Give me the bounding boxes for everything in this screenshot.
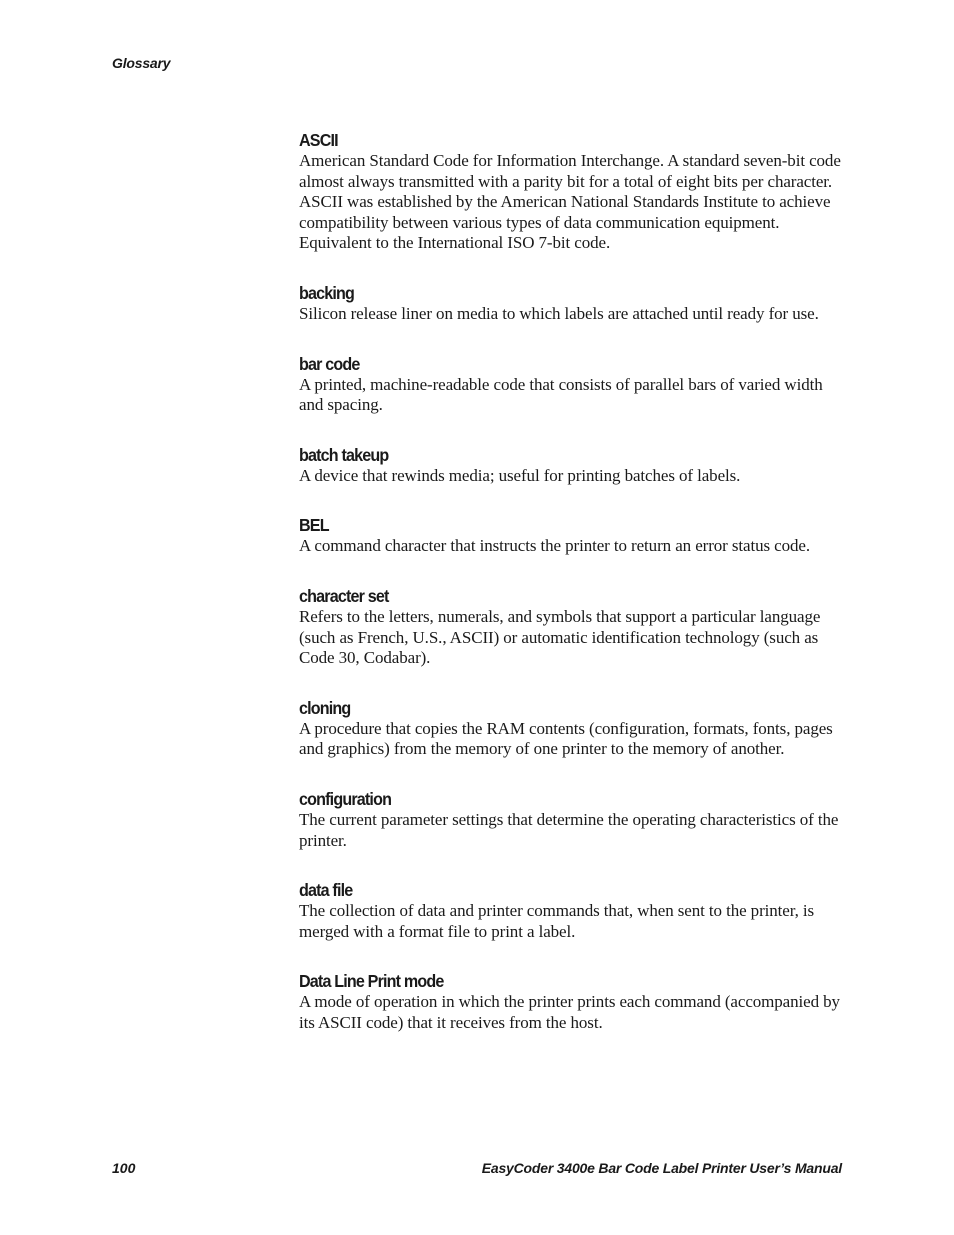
- glossary-entries: [299, 129, 844, 1061]
- footer-manual-title: EasyCoder 3400e Bar Code Label Printer User’s Manual: [481, 1160, 842, 1176]
- glossary-definition: Refers to the letters, numerals, and symbols that support a particular language (such as French, U.S., ASCII) or automatic identification technology (such as Code 30, Codabar).: [299, 606, 821, 668]
- glossary-term: ASCII: [299, 130, 338, 150]
- glossary-definition: A command character that instructs the printer to return an error status code.: [299, 536, 810, 556]
- glossary-entry: [299, 879, 844, 942]
- glossary-entry: [299, 788, 844, 851]
- glossary-definition: A printed, machine-readable code that consists of parallel bars of varied width and spacing.: [299, 374, 823, 415]
- glossary-definition: Silicon release liner on media to which labels are attached until ready for use.: [299, 303, 819, 323]
- glossary-term: configuration: [299, 788, 392, 809]
- glossary-definition: The collection of data and printer commands that, when sent to the printer, is merged with a format file to print a label.: [299, 901, 815, 941]
- glossary-entry: [299, 444, 844, 487]
- glossary-term: backing: [299, 282, 355, 303]
- glossary-term: character set: [299, 585, 389, 606]
- glossary-definition: A device that rewinds media; useful for printing batches of labels.: [299, 465, 741, 485]
- glossary-entry: [299, 282, 844, 325]
- glossary-entry: [299, 585, 844, 669]
- glossary-term: BEL: [299, 515, 329, 536]
- glossary-definition: A mode of operation in which the printer prints each command (accompanied by its ASCII code) that it receives from the host.: [299, 992, 840, 1032]
- glossary-entry: [299, 514, 844, 557]
- glossary-entry: [299, 129, 844, 254]
- glossary-term: batch takeup: [299, 444, 389, 465]
- glossary-definition: A procedure that copies the RAM contents (configuration, formats, fonts, pages and graphics) from the memory of one printer to the memory of another.: [299, 718, 833, 759]
- glossary-entry: [299, 353, 844, 416]
- glossary-term: bar code: [299, 353, 360, 374]
- running-head-section-title: Glossary: [112, 55, 171, 71]
- glossary-term: Data Line Print mode: [299, 971, 444, 992]
- footer-page-number: 100: [112, 1160, 136, 1176]
- glossary-term: cloning: [299, 697, 351, 718]
- glossary-entry: [299, 970, 844, 1033]
- glossary-definition: American Standard Code for Information Interchange. A standard seven-bit code almost always transmitted with a parity bit for a total of eight bits per character. ASCII was established by the American National Standards Institute to achieve compatibility between various types of data communication equipment. Equivalent to the International ISO 7-bit code.: [299, 151, 841, 253]
- glossary-definition: The current parameter settings that determine the operating characteristics of the printer.: [299, 809, 839, 850]
- glossary-term: data file: [299, 880, 353, 901]
- glossary-entry: [299, 697, 844, 760]
